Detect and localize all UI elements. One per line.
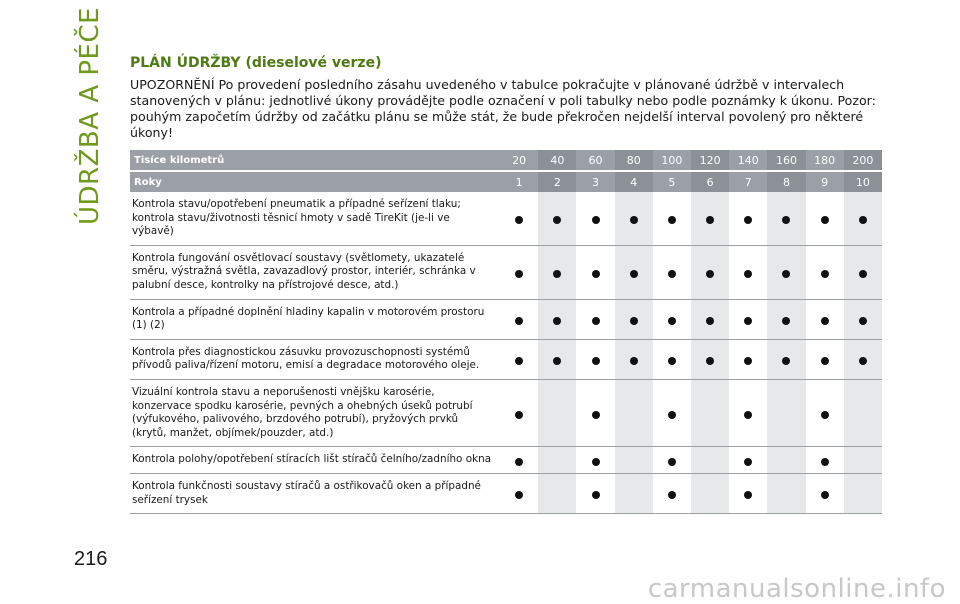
interval-cell — [538, 473, 576, 513]
interval-cell — [767, 473, 805, 513]
watermark: carmanualsonline.info — [647, 574, 946, 604]
interval-cell — [729, 339, 767, 379]
km-header-row — [130, 150, 882, 171]
bullet-dot-icon — [668, 317, 676, 325]
interval-cell — [615, 339, 653, 379]
interval-cell — [538, 379, 576, 446]
bullet-dot-icon — [744, 216, 752, 224]
intro-paragraph: UPOZORNĚNÍ Po provedení posledního zásahu uvedeného v tabulce pokračujte v plánované údržbě v intervalech stanovených v plánu: jednotlivé úkony provádějte podle označení v poli tabulky nebo podle poznámky k úkonu. Pozor: pouhým započetím údržby od začátku plánu se může stát, že bude překročen nejdelší interval povolený pro některé úkony! — [130, 77, 876, 140]
bullet-dot-icon — [515, 411, 523, 419]
interval-cell — [576, 192, 614, 245]
interval-cell — [729, 447, 767, 474]
km-header-value: 80 — [615, 150, 653, 171]
bullet-dot-icon — [668, 216, 676, 224]
bullet-dot-icon — [821, 216, 829, 224]
bullet-dot-icon — [630, 270, 638, 278]
bullet-dot-icon — [821, 270, 829, 278]
bullet-dot-icon — [515, 458, 523, 466]
interval-cell — [538, 447, 576, 474]
bullet-dot-icon — [706, 270, 714, 278]
years-header-value: 1 — [500, 171, 538, 192]
bullet-dot-icon — [630, 216, 638, 224]
years-header-value: 8 — [767, 171, 805, 192]
interval-cell — [615, 299, 653, 339]
task-description: Vizuální kontrola stavu a neporušenosti vnějšku karosérie, konzervace spodku karosérie, pevných a ohebných úseků potrubí (výfukového, palivového, brzdového potrubí), pryžových prvků (krytů, manžet, objímek/pouzder, atd.) — [130, 379, 500, 446]
bullet-dot-icon — [630, 317, 638, 325]
bullet-dot-icon — [668, 411, 676, 419]
interval-cell — [806, 339, 844, 379]
bullet-dot-icon — [859, 317, 867, 325]
bullet-dot-icon — [515, 270, 523, 278]
interval-cell — [615, 245, 653, 299]
bullet-dot-icon — [744, 270, 752, 278]
bullet-dot-icon — [515, 357, 523, 365]
interval-cell — [538, 299, 576, 339]
interval-cell — [844, 379, 882, 446]
bullet-dot-icon — [553, 357, 561, 365]
interval-cell — [500, 339, 538, 379]
bullet-dot-icon — [706, 216, 714, 224]
interval-cell — [538, 339, 576, 379]
interval-cell — [729, 473, 767, 513]
interval-cell — [729, 299, 767, 339]
interval-cell — [538, 245, 576, 299]
interval-cell — [653, 473, 691, 513]
interval-cell — [844, 299, 882, 339]
bullet-dot-icon — [782, 270, 790, 278]
interval-cell — [806, 299, 844, 339]
interval-cell — [576, 245, 614, 299]
maintenance-table — [130, 150, 882, 514]
table-row — [130, 299, 882, 339]
interval-cell — [615, 379, 653, 446]
interval-cell — [500, 299, 538, 339]
bullet-dot-icon — [668, 491, 676, 499]
bullet-dot-icon — [592, 317, 600, 325]
bullet-dot-icon — [592, 216, 600, 224]
km-header-value: 100 — [653, 150, 691, 171]
bullet-dot-icon — [515, 317, 523, 325]
bullet-dot-icon — [859, 216, 867, 224]
interval-cell — [653, 299, 691, 339]
interval-cell — [767, 339, 805, 379]
bullet-dot-icon — [515, 491, 523, 499]
interval-cell — [806, 447, 844, 474]
interval-cell — [806, 245, 844, 299]
years-header-value: 6 — [691, 171, 729, 192]
chapter-side-title: ÚDRŽBA A PÉČE — [75, 6, 105, 225]
bullet-dot-icon — [859, 357, 867, 365]
years-header-value: 2 — [538, 171, 576, 192]
interval-cell — [500, 447, 538, 474]
table-row — [130, 339, 882, 379]
bullet-dot-icon — [821, 411, 829, 419]
years-header-label: Roky — [130, 171, 500, 192]
bullet-dot-icon — [706, 357, 714, 365]
km-header-value: 200 — [844, 150, 882, 171]
interval-cell — [500, 379, 538, 446]
bullet-dot-icon — [821, 491, 829, 499]
interval-cell — [653, 192, 691, 245]
interval-cell — [576, 299, 614, 339]
bullet-dot-icon — [744, 357, 752, 365]
km-header-value: 120 — [691, 150, 729, 171]
bullet-dot-icon — [706, 317, 714, 325]
table-row — [130, 192, 882, 245]
km-header-value: 160 — [767, 150, 805, 171]
km-header-value: 140 — [729, 150, 767, 171]
km-header-value: 180 — [806, 150, 844, 171]
interval-cell — [691, 192, 729, 245]
bullet-dot-icon — [592, 411, 600, 419]
table-row — [130, 379, 882, 446]
interval-cell — [729, 245, 767, 299]
task-description: Kontrola stavu/opotřebení pneumatik a případné seřízení tlaku; kontrola stavu/životnosti těsnicí hmoty v sadě TireKit (je-li ve výbavě) — [130, 192, 500, 245]
table-row — [130, 447, 882, 474]
interval-cell — [806, 379, 844, 446]
interval-cell — [653, 447, 691, 474]
table-row — [130, 473, 882, 513]
bullet-dot-icon — [515, 216, 523, 224]
bullet-dot-icon — [668, 458, 676, 466]
bullet-dot-icon — [592, 491, 600, 499]
interval-cell — [691, 379, 729, 446]
interval-cell — [500, 245, 538, 299]
task-description: Kontrola polohy/opotřebení stíracích lišt stíračů čelního/zadního okna — [130, 447, 500, 474]
km-header-label: Tisíce kilometrů — [130, 150, 500, 171]
interval-cell — [500, 473, 538, 513]
interval-cell — [844, 473, 882, 513]
interval-cell — [500, 192, 538, 245]
table-row — [130, 245, 882, 299]
task-description: Kontrola přes diagnostickou zásuvku provozuschopnosti systémů přívodů paliva/řízení motoru, emisí a degradace motorového oleje. — [130, 339, 500, 379]
interval-cell — [615, 447, 653, 474]
task-description: Kontrola a případné doplnění hladiny kapalin v motorovém prostoru (1) (2) — [130, 299, 500, 339]
interval-cell — [576, 473, 614, 513]
interval-cell — [844, 447, 882, 474]
years-header-value: 5 — [653, 171, 691, 192]
interval-cell — [806, 473, 844, 513]
interval-cell — [653, 379, 691, 446]
interval-cell — [767, 192, 805, 245]
interval-cell — [653, 339, 691, 379]
bullet-dot-icon — [782, 317, 790, 325]
interval-cell — [576, 339, 614, 379]
interval-cell — [729, 379, 767, 446]
bullet-dot-icon — [668, 270, 676, 278]
bullet-dot-icon — [553, 317, 561, 325]
bullet-dot-icon — [592, 458, 600, 466]
interval-cell — [691, 339, 729, 379]
task-description: Kontrola fungování osvětlovací soustavy (světlomety, ukazatelé směru, výstražná světla, zavazadlový prostor, interiér, schránka v palubní desce, kontrolky na přístrojové desce, atd.) — [130, 245, 500, 299]
interval-cell — [576, 379, 614, 446]
interval-cell — [767, 447, 805, 474]
interval-cell — [615, 192, 653, 245]
bullet-dot-icon — [859, 270, 867, 278]
bullet-dot-icon — [782, 216, 790, 224]
interval-cell — [806, 192, 844, 245]
bullet-dot-icon — [592, 270, 600, 278]
bullet-dot-icon — [553, 270, 561, 278]
interval-cell — [729, 192, 767, 245]
bullet-dot-icon — [821, 458, 829, 466]
km-header-value: 60 — [576, 150, 614, 171]
interval-cell — [615, 473, 653, 513]
years-header-value: 9 — [806, 171, 844, 192]
bullet-dot-icon — [744, 458, 752, 466]
bullet-dot-icon — [744, 411, 752, 419]
interval-cell — [767, 245, 805, 299]
bullet-dot-icon — [744, 317, 752, 325]
interval-cell — [538, 192, 576, 245]
interval-cell — [844, 245, 882, 299]
years-header-row — [130, 171, 882, 192]
section-title: PLÁN ÚDRŽBY (dieselové verze) — [130, 55, 382, 71]
bullet-dot-icon — [744, 491, 752, 499]
bullet-dot-icon — [821, 357, 829, 365]
bullet-dot-icon — [668, 357, 676, 365]
bullet-dot-icon — [630, 357, 638, 365]
interval-cell — [844, 339, 882, 379]
interval-cell — [691, 447, 729, 474]
interval-cell — [844, 192, 882, 245]
years-header-value: 10 — [844, 171, 882, 192]
interval-cell — [691, 245, 729, 299]
bullet-dot-icon — [821, 317, 829, 325]
page-number: 216 — [74, 548, 108, 570]
bullet-dot-icon — [592, 357, 600, 365]
interval-cell — [691, 473, 729, 513]
years-header-value: 4 — [615, 171, 653, 192]
years-header-value: 3 — [576, 171, 614, 192]
km-header-value: 20 — [500, 150, 538, 171]
interval-cell — [576, 447, 614, 474]
interval-cell — [767, 379, 805, 446]
km-header-value: 40 — [538, 150, 576, 171]
years-header-value: 7 — [729, 171, 767, 192]
bullet-dot-icon — [782, 357, 790, 365]
interval-cell — [767, 299, 805, 339]
task-description: Kontrola funkčnosti soustavy stíračů a ostřikovačů oken a případné seřízení trysek — [130, 473, 500, 513]
interval-cell — [653, 245, 691, 299]
interval-cell — [691, 299, 729, 339]
bullet-dot-icon — [553, 216, 561, 224]
